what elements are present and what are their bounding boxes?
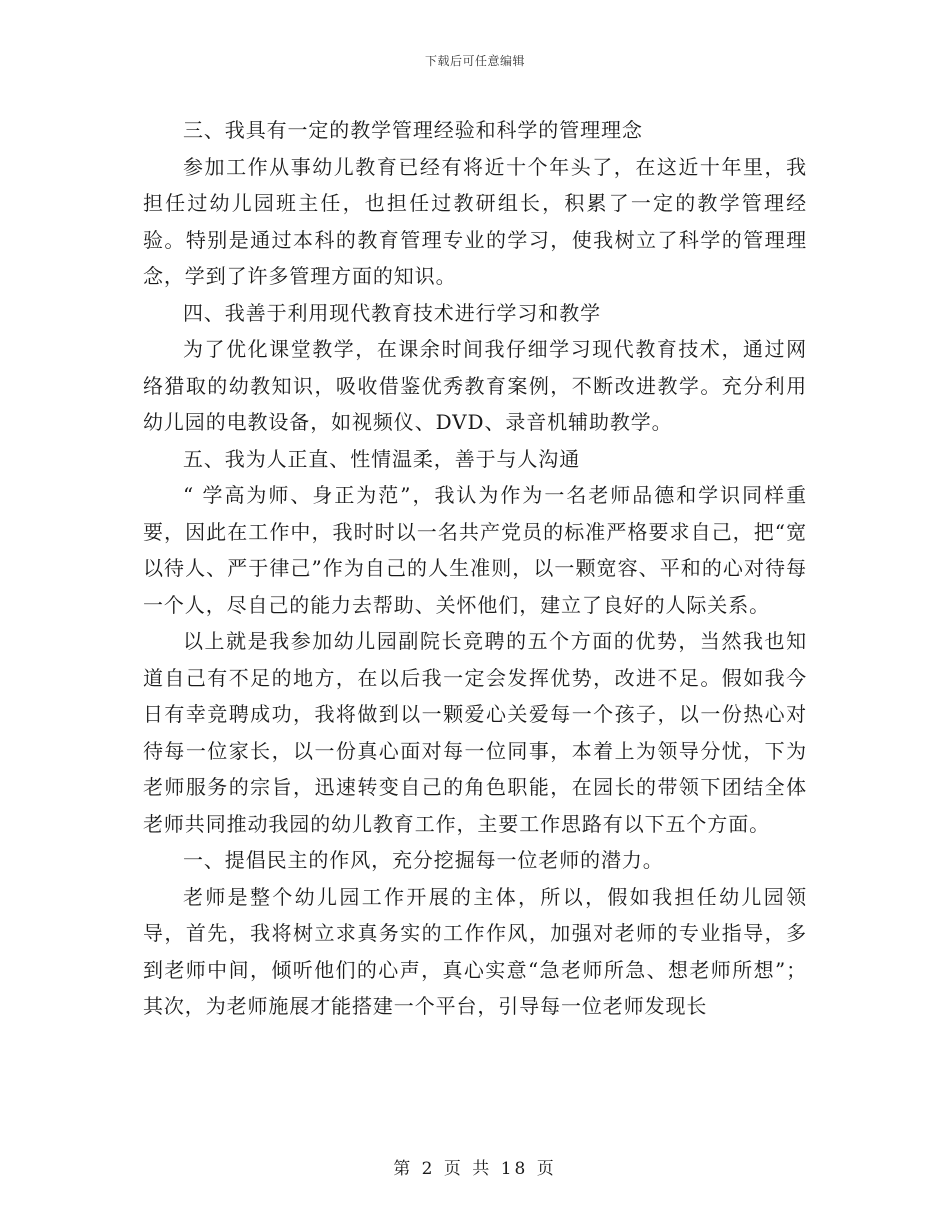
body-paragraph: 以上就是我参加幼儿园副院长竞聘的五个方面的优势，当然我也知道自己有不足的地方，在以后我一定会发挥优势，改进不足。假如我今日有幸竞聘成功，我将做到以一颗爱心关爱每一个孩子，以一份热心对待每一位家长，以一份真心面对每一位同事，本着上为领导分忧，下为老师服务的宗旨，迅速转变自己的角色职能，在园长的带领下团结全体老师共同推动我园的幼儿教育工作，主要工作思路有以下五个方面。	[143, 629, 807, 836]
body-paragraph: 老师是整个幼儿园工作开展的主体，所以，假如我担任幼儿园领导，首先，我将树立求真务实的工作作风，加强对老师的专业指导，多到老师中间，倾听他们的心声，真心实意“急老师所急、想老师所想”；其次，为老师施展才能搭建一个平台，引导每一位老师发现长	[143, 884, 807, 1018]
section-heading-4: 四、我善于利用现代教育技术进行学习和教学	[183, 300, 601, 325]
body-paragraph: 为了优化课堂教学，在课余时间我仔细学习现代教育技术，通过网络猎取的幼教知识，吸收借鉴优秀教育案例，不断改进教学。充分利用幼儿园的电教设备，如视频仪、DVD、录音机辅助教学。	[143, 337, 807, 434]
body-paragraph: “ 学高为师、身正为范”，我认为作为一名老师品德和学识同样重要，因此在工作中，我时时以一名共产党员的标准严格要求自己，把“宽以待人、严于律己”作为自己的人生准则，以一颗宽容、平和的心对待每一个人，尽自己的能力去帮助、关怀他们，建立了良好的人际关系。	[143, 483, 807, 617]
body-paragraph: 参加工作从事幼儿教育已经有将近十个年头了，在这近十年里，我担任过幼儿园班主任，也担任过教研组长，积累了一定的教学管理经验。特别是通过本科的教育管理专业的学习，使我树立了科学的管理理念，学到了许多管理方面的知识。	[143, 154, 807, 288]
page-number: 第 2 页 共 18 页	[393, 1159, 557, 1179]
section-heading-5: 五、我为人正直、性情温柔，善于与人沟通	[183, 446, 581, 471]
document-body	[143, 112, 807, 1025]
section-heading-3: 三、我具有一定的教学管理经验和科学的管理理念	[183, 118, 643, 142]
page-header: 下载后可任意编辑	[424, 54, 525, 68]
section-heading-1: 一、提倡民主的作风，充分挖掘每一位老师的潜力。	[183, 848, 664, 872]
